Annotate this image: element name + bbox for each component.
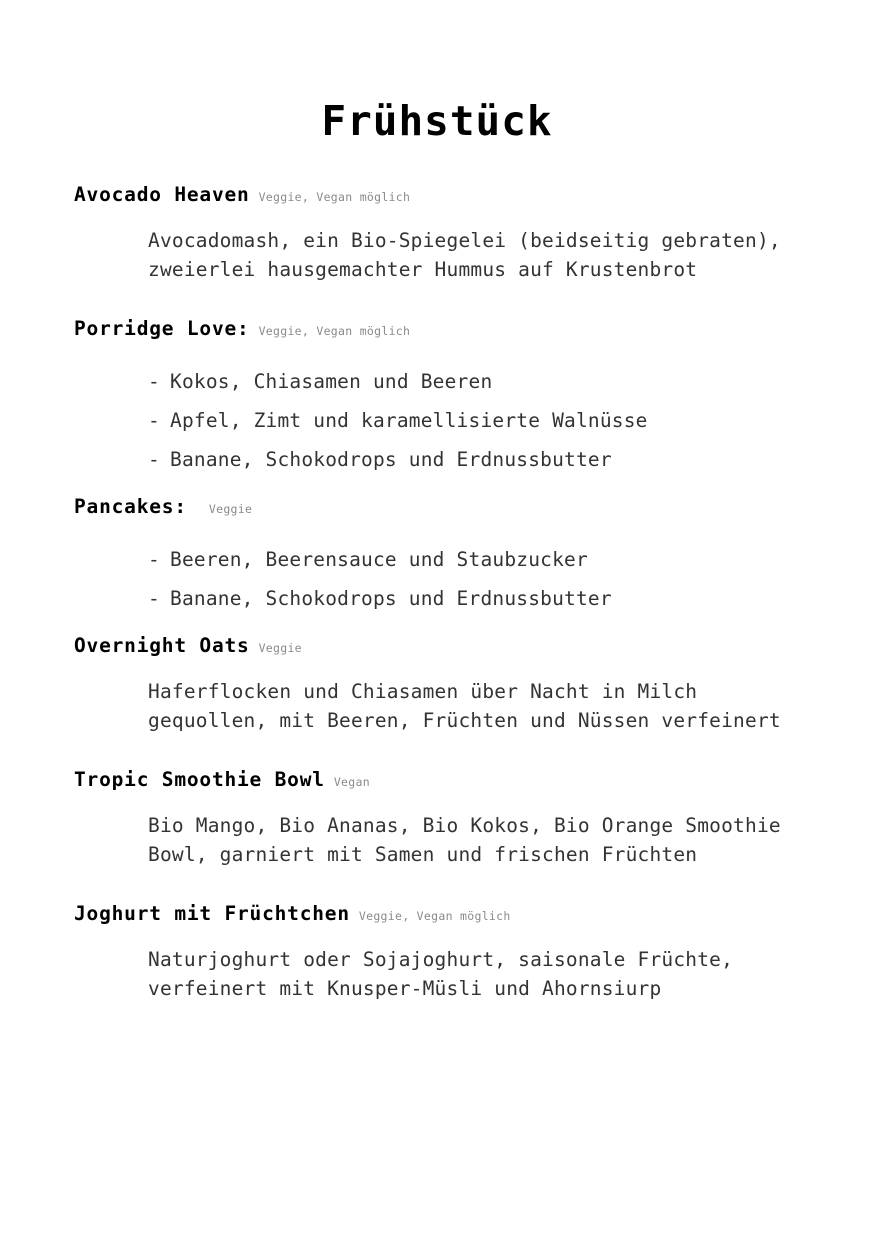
list-item-label: Beeren, Beerensauce und Staubzucker	[170, 548, 588, 571]
menu-section-avocado-heaven	[74, 178, 800, 284]
menu-section-tropic-smoothie-bowl	[74, 763, 800, 869]
dish-name: Avocado Heaven	[74, 183, 250, 206]
bullet-dash-icon: -	[148, 448, 160, 471]
dish-name: Porridge Love:	[74, 317, 250, 340]
section-spacer	[74, 479, 800, 490]
dish-name: Tropic Smoothie Bowl	[74, 768, 325, 791]
dish-variant-list	[148, 362, 800, 479]
list-item	[148, 440, 800, 479]
dish-name: Overnight Oats	[74, 634, 250, 657]
section-heading-row	[74, 178, 800, 214]
menu-section-joghurt-mit-fruechtchen	[74, 897, 800, 1003]
section-spacer	[74, 735, 800, 763]
section-heading-row	[74, 312, 800, 348]
bullet-dash-icon: -	[148, 370, 160, 393]
bullet-dash-icon: -	[148, 548, 160, 571]
diet-tag: Vegan	[333, 775, 370, 789]
section-heading-row	[74, 629, 800, 665]
list-item	[148, 579, 800, 618]
list-item	[148, 540, 800, 579]
section-heading-row	[74, 897, 800, 933]
diet-tag: Veggie	[208, 502, 253, 516]
menu-section-pancakes	[74, 490, 800, 618]
diet-tag: Veggie, Vegan möglich	[258, 190, 411, 204]
diet-tag: Veggie	[258, 641, 302, 655]
menu-sections	[74, 178, 800, 1003]
dish-description: Haferflocken und Chiasamen über Nacht in Milch gequollen, mit Beeren, Früchten und Nüssen verfeinert	[148, 680, 781, 732]
dish-variant-list	[148, 540, 800, 618]
dish-description: Avocadomash, ein Bio-Spiegelei (beidseitig gebraten), zweierlei hausgemachter Hummus auf Krustenbrot	[148, 229, 781, 281]
list-item-label: Banane, Schokodrops und Erdnussbutter	[170, 587, 612, 610]
section-spacer	[74, 869, 800, 897]
dish-description: Naturjoghurt oder Sojajoghurt, saisonale Früchte, verfeinert mit Knusper-Müsli und Ahornsiurp	[148, 948, 734, 1000]
bullet-dash-icon: -	[148, 409, 160, 432]
bullet-dash-icon: -	[148, 587, 160, 610]
menu-section-overnight-oats	[74, 629, 800, 735]
dish-name: Joghurt mit Früchtchen	[74, 902, 350, 925]
section-spacer	[74, 284, 800, 312]
menu-section-porridge-love	[74, 312, 800, 479]
list-item	[148, 401, 800, 440]
section-heading-row	[74, 490, 800, 526]
section-spacer	[74, 618, 800, 629]
diet-tag: Veggie, Vegan möglich	[258, 324, 411, 338]
section-heading-row	[74, 763, 800, 799]
list-item-label: Kokos, Chiasamen und Beeren	[170, 370, 493, 393]
dish-name: Pancakes:	[74, 495, 187, 518]
list-item	[148, 362, 800, 401]
diet-tag: Veggie, Vegan möglich	[358, 909, 511, 923]
list-item-label: Banane, Schokodrops und Erdnussbutter	[170, 448, 612, 471]
page-title: Frühstück	[321, 97, 553, 145]
list-item-label: Apfel, Zimt und karamellisierte Walnüsse	[170, 409, 648, 432]
dish-description: Bio Mango, Bio Ananas, Bio Kokos, Bio Orange Smoothie Bowl, garniert mit Samen und frischen Früchten	[148, 814, 781, 866]
